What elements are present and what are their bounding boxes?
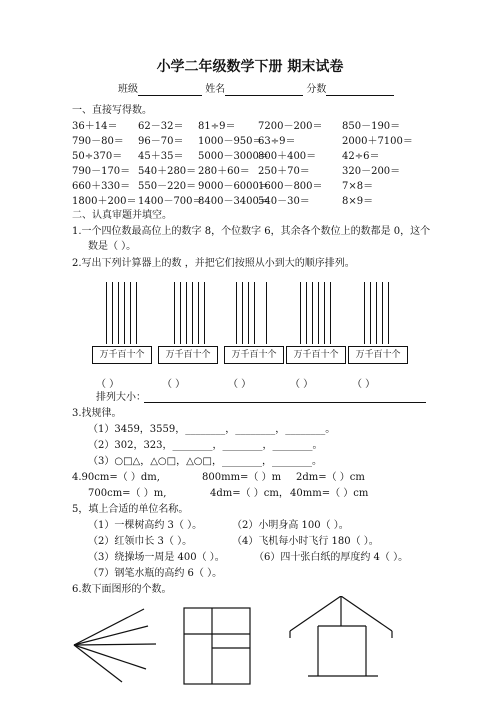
abacus-rod bbox=[192, 282, 193, 344]
q5-item: （4）飞机每小时飞行 180（ ）。 bbox=[232, 536, 379, 547]
calc-item: 800＋400＝ bbox=[258, 151, 317, 162]
calc-item: 790－170＝ bbox=[72, 166, 131, 177]
calc-item: 320－200＝ bbox=[342, 166, 401, 177]
abacus-rod bbox=[174, 282, 175, 344]
calc-item: 540－30＝ bbox=[258, 196, 310, 207]
answer-paren[interactable]: （ ） bbox=[96, 379, 120, 390]
score-label: 分数 bbox=[306, 84, 327, 95]
calc-item: 550－220＝ bbox=[138, 181, 197, 192]
abacus-rod bbox=[370, 282, 371, 344]
abacus-rod bbox=[236, 282, 237, 344]
calc-item: 36＋14＝ bbox=[72, 121, 118, 132]
abacus-rod bbox=[324, 282, 325, 344]
angle-fan-figure bbox=[74, 609, 156, 682]
q4-line1-c: 2dm=（ ）cm bbox=[296, 472, 365, 483]
calc-item: 1000－950＝ bbox=[198, 136, 263, 147]
question-1-cont: 数是（ ）。 bbox=[88, 241, 137, 252]
section1-heading: 一、直接写得数。 bbox=[72, 105, 152, 116]
calc-item: 1800＋200＝ bbox=[72, 196, 137, 207]
abacus-rod bbox=[306, 282, 307, 344]
abacus-rod bbox=[198, 282, 199, 344]
abacus-rod bbox=[266, 282, 267, 344]
name-field[interactable] bbox=[225, 84, 303, 96]
calc-item: 96－70＝ bbox=[138, 136, 184, 147]
q3-item: （2）302，323，________，________，________。 bbox=[88, 440, 323, 451]
abacus-rod bbox=[330, 282, 331, 344]
pavilion-figure bbox=[290, 596, 392, 676]
question-5: 5，填上合适的单位名称。 bbox=[72, 504, 189, 515]
abacus-rod bbox=[106, 282, 107, 344]
calc-item: 8×9＝ bbox=[342, 196, 374, 207]
abacus-rod bbox=[204, 282, 205, 344]
abacus-rod bbox=[254, 282, 255, 344]
abacus-label: 万千百十个 bbox=[92, 346, 152, 364]
calc-item: 50÷370＝ bbox=[72, 151, 123, 162]
abacus-rod bbox=[376, 282, 377, 344]
abacus-rod bbox=[388, 282, 389, 344]
abacus-label: 万千百十个 bbox=[286, 346, 346, 364]
calc-item: 280＋60＝ bbox=[198, 166, 250, 177]
q4-line2-b: 4dm=（ ）cm， bbox=[210, 488, 289, 499]
q3-item: （1）3459，3559，________，________，________。 bbox=[88, 424, 336, 435]
abacus-label: 万千百十个 bbox=[348, 346, 408, 364]
rectangle-grid-figure bbox=[184, 608, 250, 684]
abacus-rod bbox=[124, 282, 125, 344]
calc-item: 850－190＝ bbox=[342, 121, 401, 132]
answer-paren[interactable]: （ ） bbox=[352, 379, 376, 390]
q5-item: （7）钢笔水瓶的高约 6（ ）。 bbox=[88, 568, 223, 579]
abacus-rod bbox=[318, 282, 319, 344]
question-6: 6.数下面图形的个数。 bbox=[72, 584, 172, 595]
answer-paren[interactable]: （ ） bbox=[228, 379, 252, 390]
calc-item: 1600－800＝ bbox=[258, 181, 323, 192]
calc-item: 7×8＝ bbox=[342, 181, 374, 192]
question-3: 3.找规律。 bbox=[72, 408, 122, 419]
class-field[interactable] bbox=[138, 84, 202, 96]
calc-item: 45＋35＝ bbox=[138, 151, 184, 162]
sort-answer-line[interactable] bbox=[144, 402, 426, 403]
calc-item: 81÷9＝ bbox=[198, 121, 236, 132]
q5-item: （2）小明身高 100（ ）。 bbox=[232, 520, 349, 531]
q4-line1-b: 800mm=（ ）m bbox=[202, 472, 282, 483]
abacus-rod bbox=[382, 282, 383, 344]
q5-item: （1）一棵树高约 3（ ）。 bbox=[88, 520, 203, 531]
section2-heading: 二、认真审题并填空。 bbox=[72, 210, 172, 221]
abacus-label: 万千百十个 bbox=[158, 346, 218, 364]
question-2: 2.写出下列计算器上的数 ，并把它们按照从小到大的顺序排列。 bbox=[72, 258, 355, 269]
calc-item: 63÷9＝ bbox=[258, 136, 296, 147]
abacus-rod bbox=[180, 282, 181, 344]
question-1: 1.一个四位数最高位上的数字 8，个位数字 6，其余各个数位上的数都是 0，这个 bbox=[72, 226, 431, 237]
page-title: 小学二年级数学下册 期末试卷 bbox=[156, 59, 344, 75]
sort-label: 排列大小： bbox=[96, 392, 146, 403]
calc-item: 8400－3400＝ bbox=[198, 196, 269, 207]
q4-line1-a: 4.90cm=（ ）dm, bbox=[72, 472, 160, 483]
q5-item: （6）四十张白纸的厚度约 4（ ）。 bbox=[254, 552, 409, 563]
q4-line2-a: 700cm=（ ）m, bbox=[88, 488, 167, 499]
answer-paren[interactable]: （ ） bbox=[290, 379, 314, 390]
name-label: 姓名 bbox=[205, 84, 226, 95]
calc-item: 2000＋7100＝ bbox=[342, 136, 413, 147]
calc-item: 1400－700＝ bbox=[138, 196, 203, 207]
class-label: 班级 bbox=[118, 84, 138, 95]
abacus-rod bbox=[242, 282, 243, 344]
calc-item: 7200－200＝ bbox=[258, 121, 323, 132]
shape-figures bbox=[60, 596, 480, 696]
abacus-rod bbox=[118, 282, 119, 344]
answer-paren[interactable]: （ ） bbox=[162, 379, 186, 390]
calc-item: 9000－6000＝ bbox=[198, 181, 269, 192]
calc-item: 540＋280＝ bbox=[138, 166, 197, 177]
calc-item: 62－32＝ bbox=[138, 121, 184, 132]
q4-line2-c: 40mm=（ ）cm bbox=[290, 488, 369, 499]
header-fields bbox=[118, 84, 394, 96]
calc-item: 250＋70＝ bbox=[258, 166, 310, 177]
calc-item: 660＋330＝ bbox=[72, 181, 131, 192]
abacus-rod bbox=[300, 282, 301, 344]
abacus-rod bbox=[186, 282, 187, 344]
q3-item: （3）○□△，△○□，△○□，________，________。 bbox=[88, 456, 322, 467]
abacus-rod bbox=[312, 282, 313, 344]
abacus-label: 万千百十个 bbox=[224, 346, 284, 364]
q5-item: （2）红领巾长 3（ ）。 bbox=[88, 536, 193, 547]
abacus-rod bbox=[136, 282, 137, 344]
abacus-rod bbox=[248, 282, 249, 344]
q5-item: （3）绕操场一周是 400（ ）。 bbox=[88, 552, 225, 563]
calc-item: 790－80＝ bbox=[72, 136, 124, 147]
calc-item: 5000－3000＝ bbox=[198, 151, 269, 162]
score-field[interactable] bbox=[326, 84, 394, 96]
calc-item: 42÷6＝ bbox=[342, 151, 380, 162]
abacus-rod bbox=[112, 282, 113, 344]
abacus-rod bbox=[364, 282, 365, 344]
abacus-rod bbox=[130, 282, 131, 344]
